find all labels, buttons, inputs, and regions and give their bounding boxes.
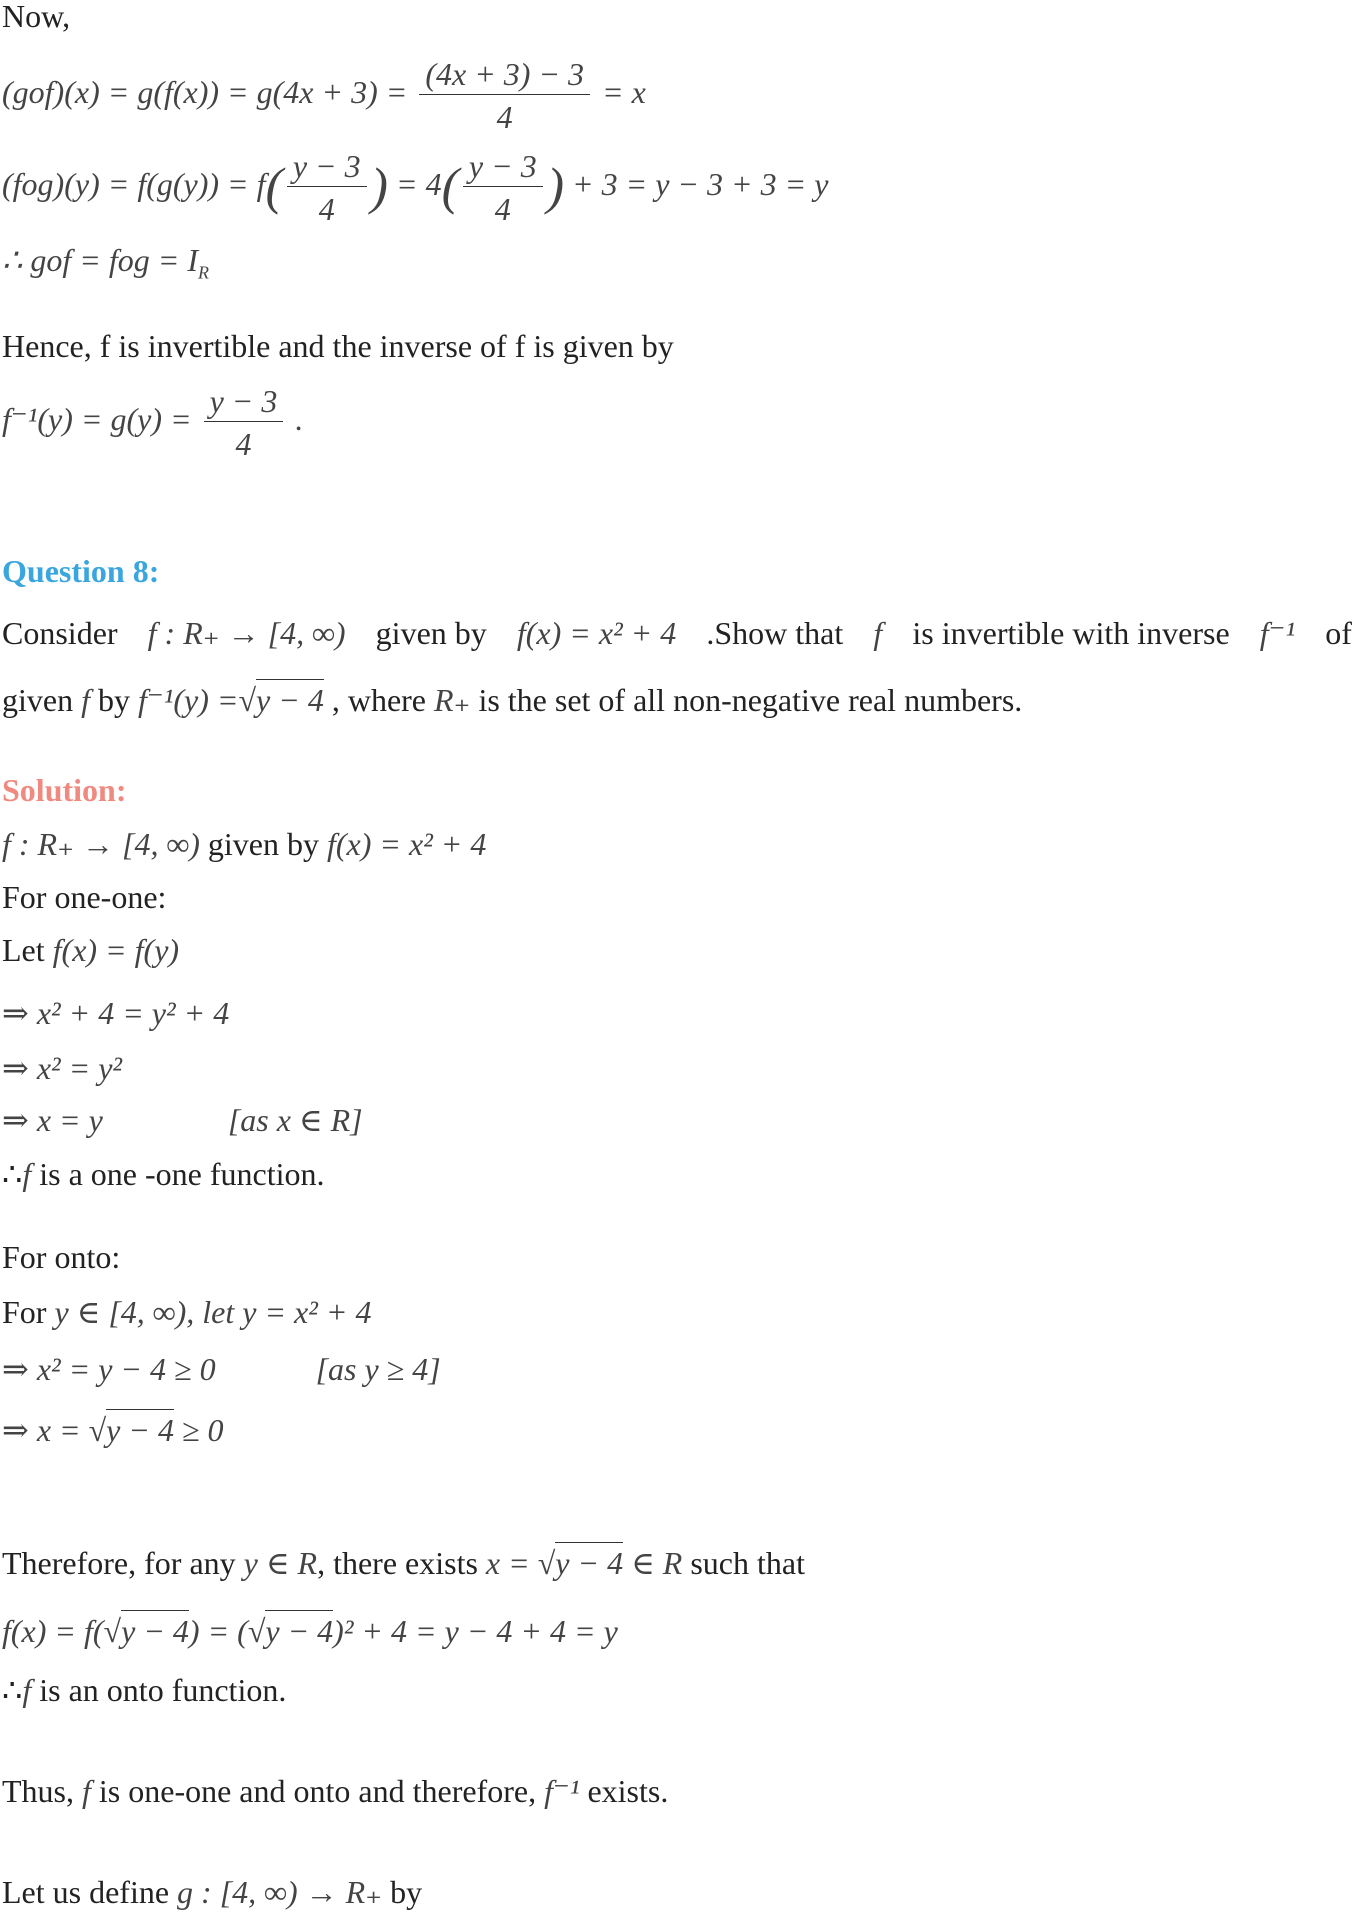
q-math: R₊ (434, 682, 471, 718)
math: f(x) = f(y) (52, 932, 180, 968)
math: y − 4 (265, 1610, 333, 1649)
text: given by (207, 826, 319, 862)
text: is a one -one function. (39, 1156, 325, 1192)
text: ∴ (2, 1672, 23, 1708)
denominator: 4 (318, 191, 335, 227)
text: is one-one and onto and therefore, (98, 1773, 537, 1809)
text: Therefore, for any (2, 1545, 236, 1581)
q-text: Consider (2, 615, 118, 651)
text: ∴ (2, 1156, 23, 1192)
solution-line (2, 1674, 286, 1706)
equation-fog: (fog)(y) = f(g(y)) = f( $\frac{y - 3}{4}$ ) = 4( $\frac{y - 3}{4}$ ) + 3 = y − 3 + 3 = y (2, 148, 829, 227)
solution-line (2, 1158, 325, 1190)
solution-line (2, 1296, 371, 1328)
solution-line: f(x) = f(√y − 4) = (√y − 4)² + 4 = y − 4 + 4 = y (2, 1615, 618, 1647)
denominator: 4 (494, 191, 511, 227)
equation-identity (2, 244, 209, 281)
solution-line (2, 1104, 363, 1136)
solution-line (2, 1353, 441, 1385)
text: Let us define (2, 1874, 170, 1910)
math: y ∈ R (243, 1545, 318, 1581)
q-math: f⁻¹ (1259, 615, 1296, 651)
text: , there exists (317, 1545, 478, 1581)
question-heading: Question 8: (2, 553, 160, 589)
math: y ∈ [4, ∞), let y = x² + 4 (54, 1294, 372, 1330)
q-text: .Show that (706, 615, 844, 651)
text: is an onto function. (39, 1672, 287, 1708)
solution-line: For one-one: (2, 879, 167, 915)
solution-line: ⇒ x = √y − 4 ≥ 0 (2, 1414, 224, 1446)
text: such that (690, 1545, 805, 1581)
math: f(x) = x² + 4 (327, 826, 487, 862)
q-text: is invertible with inverse (912, 615, 1230, 651)
fraction (463, 150, 543, 225)
equation-inverse (2, 385, 303, 460)
fraction (287, 150, 367, 225)
denominator: 4 (235, 426, 252, 462)
math: y − 4 (106, 1409, 174, 1448)
q-math: f : R₊ → [4, ∞) (147, 615, 346, 651)
eq-part: + 3 = y − 3 + 3 = y (572, 165, 829, 202)
text-now: Now, (2, 0, 71, 34)
numerator: y − 3 (287, 150, 367, 187)
math: f : R₊ → [4, ∞) (2, 826, 200, 862)
fraction (204, 385, 284, 460)
q-math: f (81, 682, 90, 718)
question-line-1 (2, 617, 1352, 649)
equation-gof (2, 58, 646, 133)
text: exists. (587, 1773, 669, 1809)
fraction (419, 58, 590, 133)
subscript: R (197, 262, 209, 283)
denominator: 4 (496, 99, 513, 135)
q-text: given by (375, 615, 487, 651)
text: For (2, 1294, 47, 1330)
eq-part: = 4 (395, 165, 442, 202)
text-hence: Hence, f is invertible and the inverse of f is given by (2, 328, 674, 364)
math: ⇒ x = y (2, 1102, 103, 1138)
text: Thus, (2, 1773, 74, 1809)
solution-line: Therefore, for any y ∈ R, there exists x = √y − 4 ∈ R such that (2, 1547, 805, 1579)
math: [as y ≥ 4] (315, 1351, 441, 1387)
solution-line (2, 934, 179, 966)
math: f (82, 1773, 91, 1809)
solution-line (2, 1775, 668, 1807)
solution-heading: Solution: (2, 772, 127, 808)
eq-part: . (295, 400, 304, 437)
eq-part: f⁻¹(y) = g(y) = (2, 400, 192, 437)
math: ∈ R (631, 1545, 683, 1581)
eq-part: (gof)(x) = g(f(x)) = g(4x + 3) = (2, 73, 408, 110)
math: f (22, 1672, 32, 1708)
q-math: f (873, 615, 883, 651)
math: g : [4, ∞) → R₊ (177, 1874, 383, 1910)
q-text: , where (331, 682, 426, 718)
text: Let (2, 932, 45, 968)
text: by (390, 1874, 423, 1910)
eq-part: ∴ gof = fog = I (2, 242, 198, 278)
q-text: given (2, 682, 74, 718)
q-text: of (1325, 615, 1352, 651)
q-math: y − 4 (256, 679, 324, 718)
q-math: f⁻¹(y) = (137, 682, 239, 718)
math: ) = ( (188, 1613, 248, 1649)
question-line-2: given f by f⁻¹(y) =√y − 4 , where R₊ is the set of all non-negative real numbers. (2, 684, 1022, 716)
math: ⇒ x² = y − 4 ≥ 0 (2, 1351, 216, 1387)
eq-part: = x (602, 73, 646, 110)
math: f (22, 1156, 32, 1192)
solution-line: ⇒ x² + 4 = y² + 4 (2, 995, 230, 1031)
solution-line (2, 828, 486, 860)
math: y − 4 (121, 1610, 189, 1649)
math: [as x ∈ R] (227, 1102, 363, 1138)
math: f(x) = f( (2, 1613, 104, 1649)
q-text: by (97, 682, 130, 718)
math: ⇒ x = (2, 1412, 81, 1448)
solution-line: For onto: (2, 1239, 121, 1275)
q-text: is the set of all non-negative real numbers. (478, 682, 1023, 718)
solution-line (2, 1876, 422, 1908)
math: ≥ 0 (181, 1412, 224, 1448)
math: )² + 4 = y − 4 + 4 = y (333, 1613, 618, 1649)
numerator: y − 3 (204, 385, 284, 422)
numerator: y − 3 (463, 150, 543, 187)
numerator: (4x + 3) − 3 (419, 58, 590, 95)
solution-line: ⇒ x² = y² (2, 1050, 122, 1086)
math: f⁻¹ (544, 1773, 580, 1809)
eq-part: (fog)(y) = f(g(y)) = f (2, 165, 266, 202)
math: y − 4 (555, 1542, 623, 1581)
math: x = (485, 1545, 530, 1581)
q-math: f(x) = x² + 4 (516, 615, 677, 651)
